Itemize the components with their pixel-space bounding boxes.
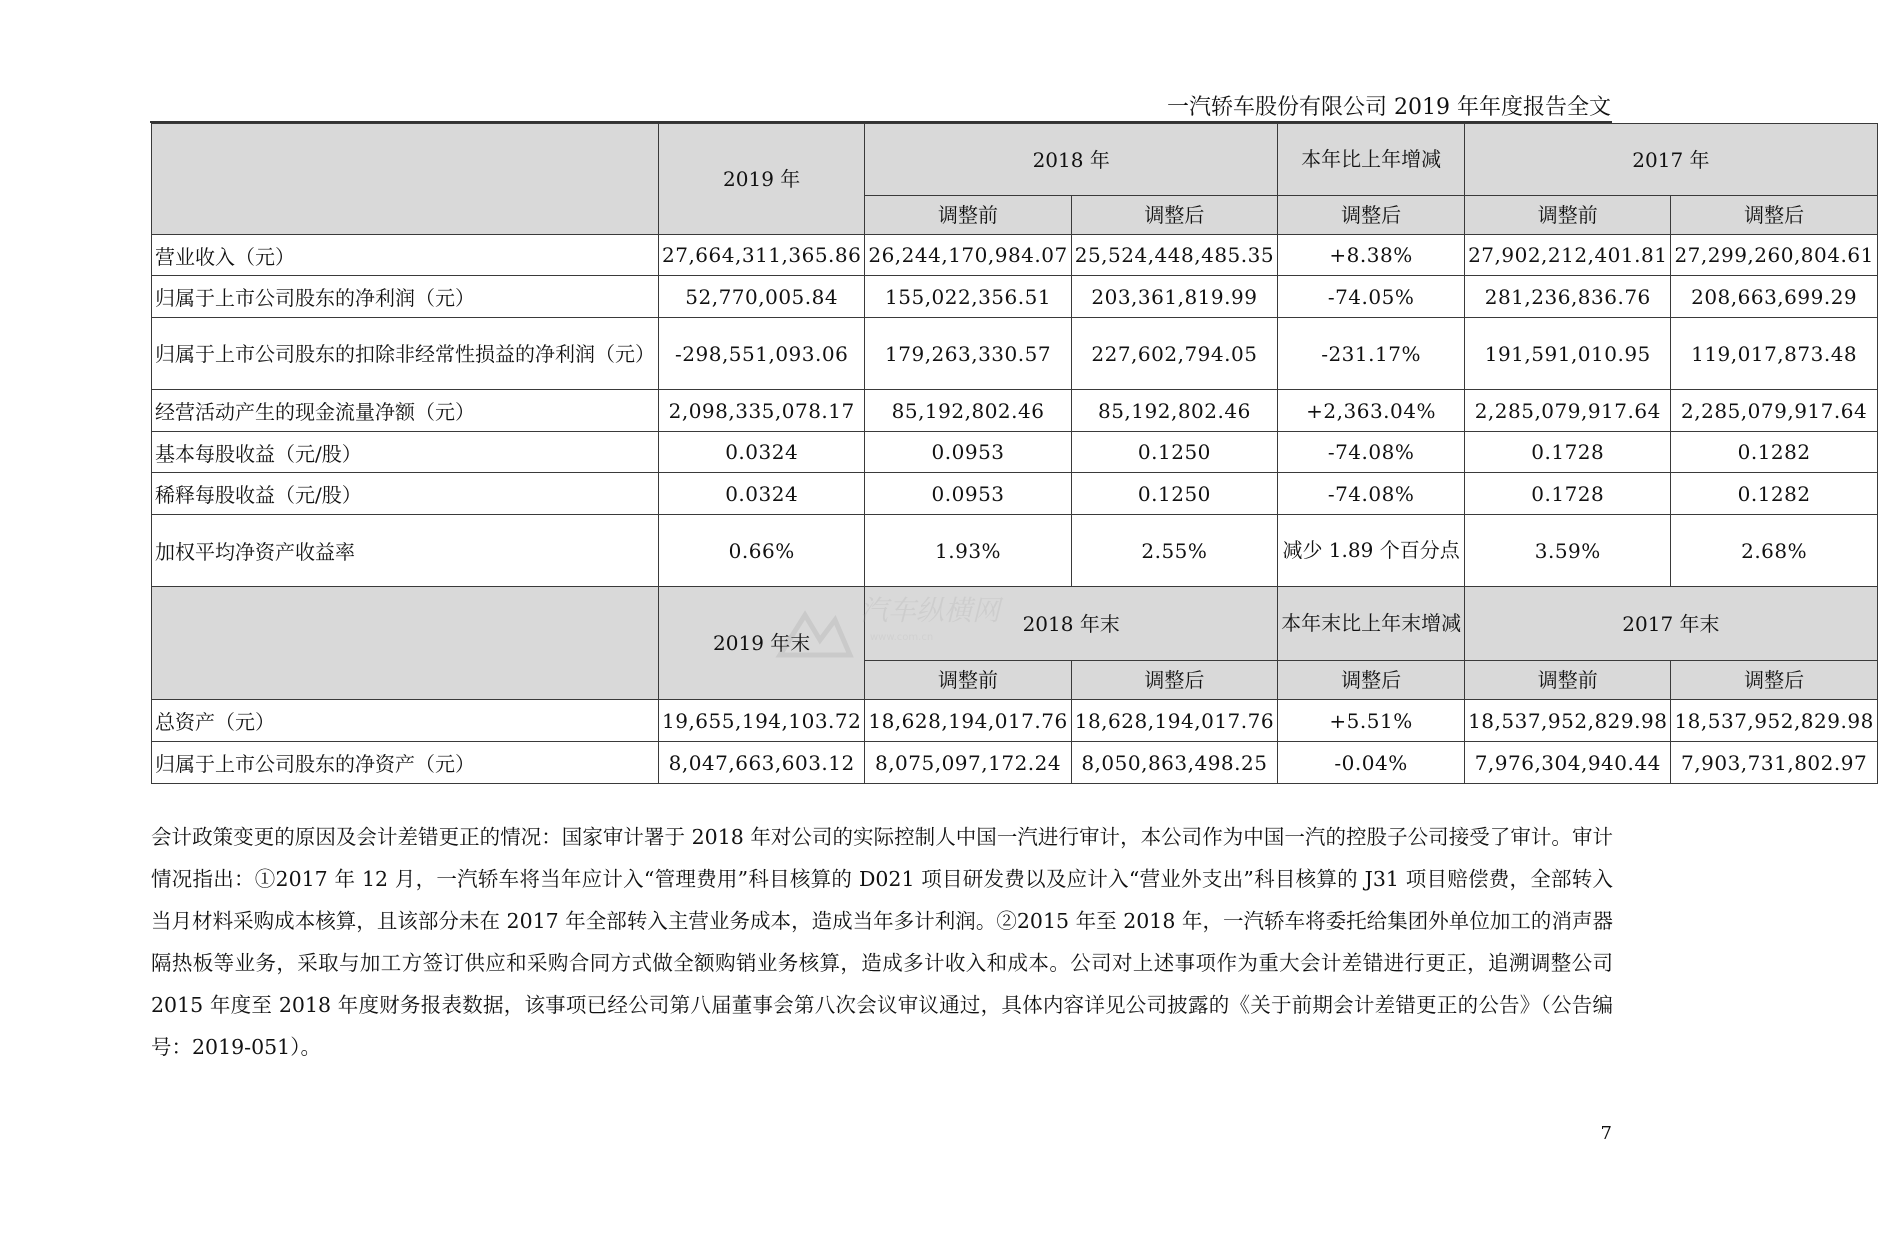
value-change: 减少 1.89 个百分点 xyxy=(1278,515,1465,587)
correction-notes-paragraph: 会计政策变更的原因及会计差错更正的情况：国家审计署于 2018 年对公司的实际控制人中国一汽进行审计，本公司作为中国一汽的控股子公司接受了审计。审计情况指出：①2017 年 12 月，一汽轿车将当年应计入“管理费用”科目核算的 D021 项目研发费以及应计入“营业外支出”科目核算的 J31 项目赔偿费，全部转入当月材料采购成本核算，且该部分未在 2017 年全部转入主营业务成本，造成当年多计利润。②2015 年至 2018 年，一汽轿车将委托给集团外单位加工的消声器隔热板等业务，采取与加工方签订供应和采购合同方式做全额购销业务核算，造成多计收入和成本。公司对上述事项作为重大会计差错进行更正，追溯调整公司 2015 年度至 2018 年度财务报表数据，该事项已经公司第八届董事会第八次会议审议通过，具体内容详见公司披露的《关于前期会计差错更正的公告》（公告编号：2019-051）。 xyxy=(151,825,1613,1059)
row-label: 加权平均净资产收益率 xyxy=(152,515,659,587)
value-2018-after: 25,524,448,485.35 xyxy=(1071,235,1277,276)
value-2018-before: 26,244,170,984.07 xyxy=(865,235,1071,276)
value-2018-before: 179,263,330.57 xyxy=(865,318,1071,390)
value-2019: 0.0324 xyxy=(659,473,865,515)
row-label: 归属于上市公司股东的净资产（元） xyxy=(152,742,659,784)
value-2018-after: 0.1250 xyxy=(1071,473,1277,515)
value-2019: 19,655,194,103.72 xyxy=(659,700,865,742)
table2-sub-2017-before: 调整前 xyxy=(1465,661,1671,700)
value-2018-after: 8,050,863,498.25 xyxy=(1071,742,1277,784)
value-change: -74.08% xyxy=(1278,432,1465,473)
value-change: +5.51% xyxy=(1278,700,1465,742)
value-2017-after: 0.1282 xyxy=(1671,473,1877,515)
value-change: -74.08% xyxy=(1278,473,1465,515)
value-2017-before: 0.1728 xyxy=(1465,432,1671,473)
value-2017-after: 208,663,699.29 xyxy=(1671,276,1877,318)
row-label: 归属于上市公司股东的净利润（元） xyxy=(152,276,659,318)
table2-sub-2018-after: 调整后 xyxy=(1071,661,1277,700)
value-2018-before: 85,192,802.46 xyxy=(865,390,1071,432)
row-label: 经营活动产生的现金流量净额（元） xyxy=(152,390,659,432)
value-2018-before: 8,075,097,172.24 xyxy=(865,742,1071,784)
table2-sub-2017-after: 调整后 xyxy=(1671,661,1877,700)
table-row xyxy=(152,473,1878,515)
value-2017-after: 0.1282 xyxy=(1671,432,1877,473)
table1-header-2018: 2018 年 xyxy=(865,124,1278,196)
table1-sub-2017-before: 调整前 xyxy=(1465,196,1671,235)
table-row xyxy=(152,432,1878,473)
table-row xyxy=(152,276,1878,318)
table-row xyxy=(152,318,1878,390)
watermark-text: 汽车纵横网 xyxy=(860,594,1001,627)
value-2019: -298,551,093.06 xyxy=(659,318,865,390)
report-header-title: 一汽轿车股份有限公司 2019 年年度报告全文 xyxy=(1167,95,1611,120)
value-2018-before: 1.93% xyxy=(865,515,1071,587)
value-2017-after: 18,537,952,829.98 xyxy=(1671,700,1877,742)
value-2019: 52,770,005.84 xyxy=(659,276,865,318)
value-2019: 27,664,311,365.86 xyxy=(659,235,865,276)
value-2017-before: 2,285,079,917.64 xyxy=(1465,390,1671,432)
value-change: +2,363.04% xyxy=(1278,390,1465,432)
value-2017-before: 18,537,952,829.98 xyxy=(1465,700,1671,742)
value-2019: 0.0324 xyxy=(659,432,865,473)
table1-header-2019: 2019 年 xyxy=(659,124,865,235)
table1-header-2017: 2017 年 xyxy=(1465,124,1878,196)
value-2019: 8,047,663,603.12 xyxy=(659,742,865,784)
table1-corner-cell xyxy=(152,124,659,235)
value-change: -231.17% xyxy=(1278,318,1465,390)
watermark-logo xyxy=(760,560,1020,680)
value-2019: 0.66% xyxy=(659,515,865,587)
value-2018-before: 155,022,356.51 xyxy=(865,276,1071,318)
value-2018-after: 203,361,819.99 xyxy=(1071,276,1277,318)
value-2018-after: 0.1250 xyxy=(1071,432,1277,473)
table2-header-2019: 2019 年末 xyxy=(659,587,865,700)
value-2018-after: 227,602,794.05 xyxy=(1071,318,1277,390)
value-2018-after: 18,628,194,017.76 xyxy=(1071,700,1277,742)
table-row xyxy=(152,390,1878,432)
value-2017-after: 27,299,260,804.61 xyxy=(1671,235,1877,276)
table1-sub-2018-before: 调整前 xyxy=(865,196,1071,235)
value-2017-before: 3.59% xyxy=(1465,515,1671,587)
table2-header-2017: 2017 年末 xyxy=(1465,587,1878,661)
table2-sub-change-after: 调整后 xyxy=(1278,661,1465,700)
table-row xyxy=(152,235,1878,276)
value-2017-before: 0.1728 xyxy=(1465,473,1671,515)
row-label: 基本每股收益（元/股） xyxy=(152,432,659,473)
value-2017-after: 2,285,079,917.64 xyxy=(1671,390,1877,432)
table1-sub-2018-after: 调整后 xyxy=(1071,196,1277,235)
watermark-subtext: www.com.cn xyxy=(870,632,934,643)
value-2017-after: 7,903,731,802.97 xyxy=(1671,742,1877,784)
table1-sub-change-after: 调整后 xyxy=(1278,196,1465,235)
value-2018-before: 18,628,194,017.76 xyxy=(865,700,1071,742)
page-number: 7 xyxy=(1600,1123,1612,1144)
value-2018-before: 0.0953 xyxy=(865,432,1071,473)
value-change: +8.38% xyxy=(1278,235,1465,276)
value-2017-before: 7,976,304,940.44 xyxy=(1465,742,1671,784)
value-2017-before: 191,591,010.95 xyxy=(1465,318,1671,390)
table2-sub-2018-before: 调整前 xyxy=(865,661,1071,700)
table-row xyxy=(152,700,1878,742)
value-2019: 2,098,335,078.17 xyxy=(659,390,865,432)
table-row xyxy=(152,742,1878,784)
row-label: 营业收入（元） xyxy=(152,235,659,276)
row-label: 稀释每股收益（元/股） xyxy=(152,473,659,515)
value-change: -0.04% xyxy=(1278,742,1465,784)
value-2017-before: 27,902,212,401.81 xyxy=(1465,235,1671,276)
financial-data-table xyxy=(151,123,1878,784)
value-2018-after: 85,192,802.46 xyxy=(1071,390,1277,432)
value-2018-before: 0.0953 xyxy=(865,473,1071,515)
row-label: 归属于上市公司股东的扣除非经常性损益的净利润（元） xyxy=(152,318,659,390)
value-2017-before: 281,236,836.76 xyxy=(1465,276,1671,318)
table2-header-2018: 2018 年末 xyxy=(865,587,1278,661)
value-2017-after: 119,017,873.48 xyxy=(1671,318,1877,390)
table2-header-change: 本年末比上年末增减 xyxy=(1278,587,1465,661)
table1-sub-2017-after: 调整后 xyxy=(1671,196,1877,235)
table2-corner-cell xyxy=(152,587,659,700)
value-change: -74.05% xyxy=(1278,276,1465,318)
row-label: 总资产（元） xyxy=(152,700,659,742)
value-2017-after: 2.68% xyxy=(1671,515,1877,587)
value-2018-after: 2.55% xyxy=(1071,515,1277,587)
table1-header-change: 本年比上年增减 xyxy=(1278,124,1465,196)
